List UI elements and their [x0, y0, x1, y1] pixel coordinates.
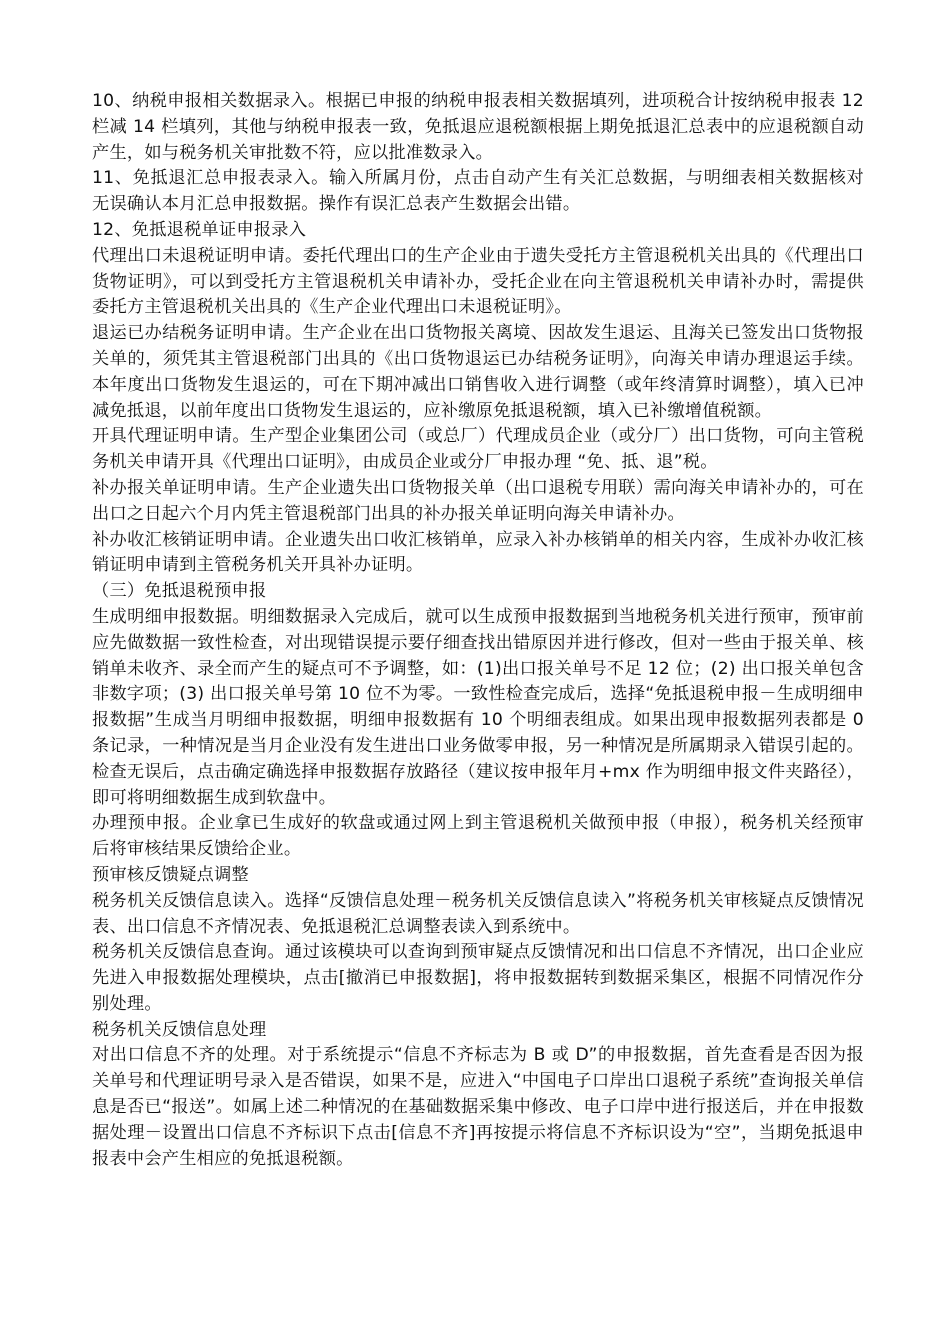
document-body: [92, 89, 864, 1172]
paragraph-feedback-query: 税务机关反馈信息查询。通过该模块可以查询到预审疑点反馈情况和出口信息不齐情况，出口企业应先进入申报数据处理模块，点击[撤消已申报数据]，将申报数据转到数据采集区，根据不同情况作分别处理。: [92, 942, 864, 1014]
paragraph-customs-declaration-reissue: 补办报关单证明申请。生产企业遗失出口货物报关单（出口退税专用联）需向海关申请补办的，可在出口之日起六个月内凭主管退税部门出具的补办报关单证明向海关申请补办。: [92, 477, 864, 524]
paragraph-forex-verification-reissue: 补办收汇核销证明申请。企业遗失出口收汇核销单，应录入补办核销单的相关内容，生成补办收汇核销证明申请到主管税务机关开具补办证明。: [92, 529, 864, 576]
section-heading-pre-declaration: （三）免抵退税预申报: [92, 581, 267, 602]
paragraph-feedback-import: 税务机关反馈信息读入。选择“反馈信息处理－税务机关反馈信息读入”将税务机关审核疑点反馈情况表、出口信息不齐情况表、免抵退税汇总调整表读入到系统中。: [92, 890, 864, 937]
paragraph-agency-export-certificate: 代理出口未退税证明申请。委托代理出口的生产企业由于遗失受托方主管退税机关出具的《代理出口货物证明》，可以到受托方主管退税机关申请补办，受托企业在向主管退税机关申请补办时，需提供委托方主管退税机关出具的《生产企业代理出口未退税证明》。: [92, 245, 864, 318]
paragraph-incomplete-info-handling: 对出口信息不齐的处理。对于系统提示“信息不齐标志为 B 或 D”的申报数据，首先查看是否因为报关单号和代理证明号录入是否错误，如果不是，应进入“中国电子口岸出口退税子系统”查询报关单信息是否已“报送”。如属上述二种情况的在基础数据采集中修改、电子口岸中进行报送后，并在申报数据处理－设置出口信息不齐标识下点击[信息不齐]再按提示将信息不齐标识设为“空”，当期免抵退申报表中会产生相应的免抵退税额。: [92, 1045, 864, 1169]
paragraph-return-shipment-certificate: 退运已办结税务证明申请。生产企业在出口货物报关离境、因故发生退运、且海关已签发出口货物报关单的，须凭其主管退税部门出具的《出口货物退运已办结税务证明》，向海关申请办理退运手续。本年度出口货物发生退运的，可在下期冲减出口销售收入进行调整（或年终清算时调整），填入已冲减免抵退，以前年度出口货物发生退运的，应补缴原免抵退税额，填入已补缴增值税额。: [92, 323, 864, 421]
heading-feedback-processing: 税务机关反馈信息处理: [92, 1019, 267, 1040]
paragraph-agency-certificate-request: 开具代理证明申请。生产型企业集团公司（或总厂）代理成员企业（或分厂）出口货物，可向主管税务机关申请开具《代理出口证明》，由成员企业或分厂申报办理 “免、抵、退”税。: [92, 426, 864, 473]
paragraph-item-10-tax-declaration-data: 10、纳税申报相关数据录入。根据已申报的纳税申报表相关数据填列，进项税合计按纳税申报表 12 栏减 14 栏填列，其他与纳税申报表一致，免抵退应退税额根据上期免抵退汇总表中的应退税额自动产生，如与税务机关审批数不符，应以批准数录入。: [92, 91, 864, 163]
heading-item-12-voucher-declaration: 12、免抵退税单证申报录入: [92, 219, 307, 240]
paragraph-handle-pre-declaration: 办理预申报。企业拿已生成好的软盘或通过网上到主管退税机关做预申报（申报），税务机关经预审后将审核结果反馈给企业。: [92, 813, 864, 860]
paragraph-item-11-summary-declaration: 11、免抵退汇总申报表录入。输入所属月份，点击自动产生有关汇总数据，与明细表相关数据核对无误确认本月汇总申报数据。操作有误汇总表产生数据会出错。: [92, 168, 864, 215]
paragraph-generate-detail-data: 生成明细申报数据。明细数据录入完成后，就可以生成预申报数据到当地税务机关进行预审，预审前应先做数据一致性检查，对出现错误提示要仔细查找出错原因并进行修改，但对一些由于报关单、核销单未收齐、录全而产生的疑点可不予调整，如：(1)出口报关单号不足 12 位；(2) 出口报关单包含非数字项；(3) 出口报关单号第 10 位不为零。一致性检查完成后，选择“免抵退税申报－生成明细申报数据”生成当月明细申报数据，明细申报数据有 10 个明细表组成。如果出现申报数据列表都是 0 条记录，一种情况是当月企业没有发生进出口业务做零申报，另一种情况是所属期录入错误引起的。检查无误后，点击确定确选择申报数据存放路径（建议按申报年月+mx 作为明细申报文件夹路径），即可将明细数据生成到软盘中。: [92, 606, 864, 808]
heading-pre-review-adjustment: 预审核反馈疑点调整: [92, 864, 249, 885]
